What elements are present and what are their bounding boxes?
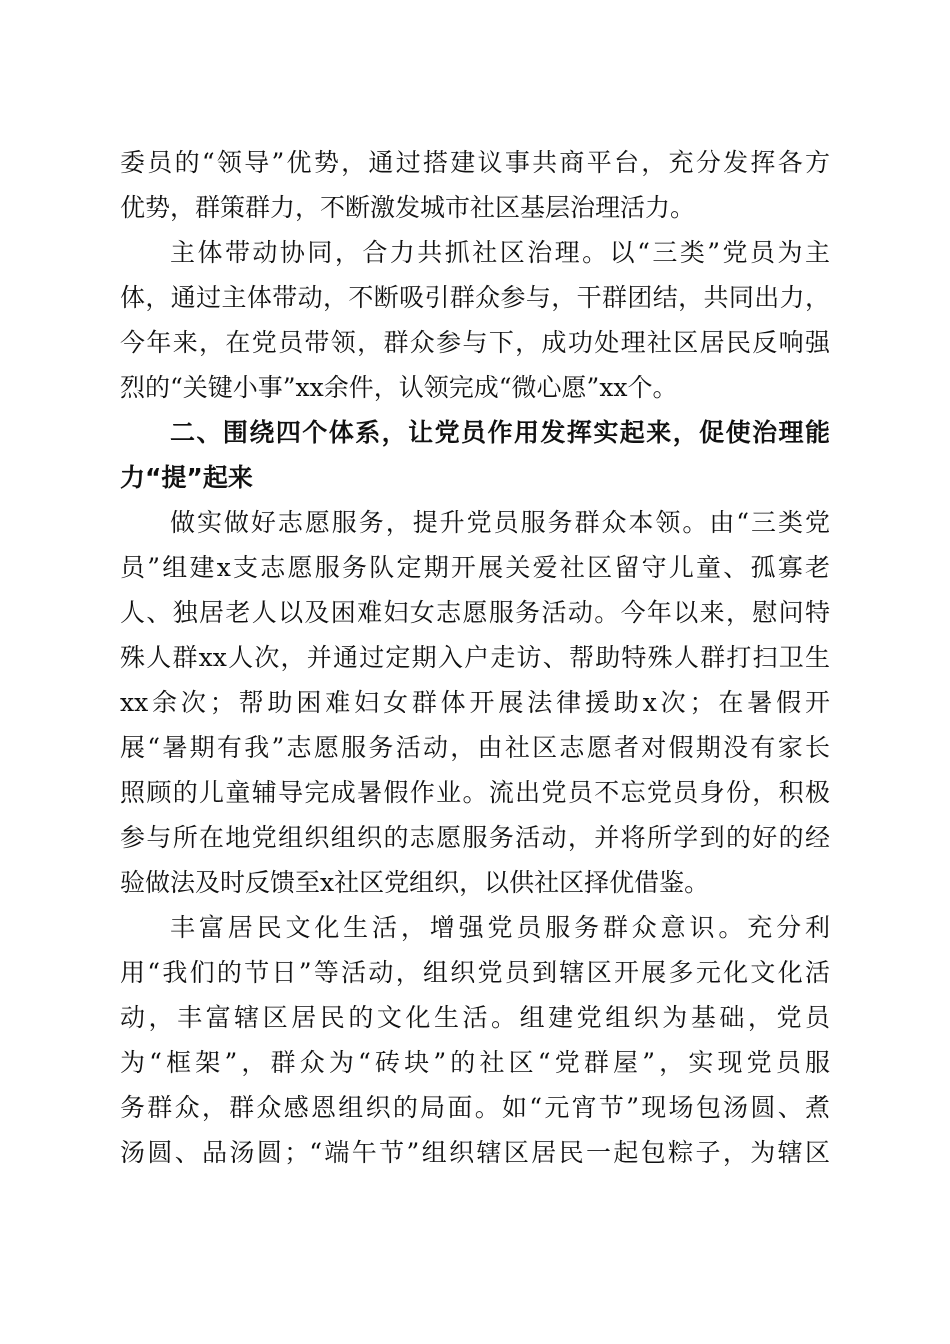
document-page — [120, 140, 830, 1175]
text-line: 参与所在地党组织组织的志愿服务活动，并将所学到的好的经 — [120, 823, 830, 852]
text-line: xx余次；帮助困难妇女群体开展法律援助x次；在暑假开 — [120, 688, 830, 717]
text-line: 展“暑期有我”志愿服务活动，由社区志愿者对假期没有家长 — [120, 733, 830, 762]
text-line: 汤圆、品汤圆；“端午节”组织辖区居民一起包粽子，为辖区 — [120, 1138, 830, 1167]
text-line: 主体带动协同，合力共抓社区治理。以“三类”党员为主 — [170, 238, 830, 267]
section-heading: 二、围绕四个体系，让党员作用发挥实起来，促使治理能 — [170, 418, 830, 447]
text-line: 做实做好志愿服务，提升党员服务群众本领。由“三类党 — [170, 508, 830, 537]
text-line: 丰富居民文化生活，增强党员服务群众意识。充分利 — [170, 913, 830, 942]
text-line: 委员的“领导”优势，通过搭建议事共商平台，充分发挥各方 — [120, 148, 830, 177]
text-line: 人、独居老人以及困难妇女志愿服务活动。今年以来，慰问特 — [120, 598, 830, 627]
text-line: 务群众，群众感恩组织的局面。如“元宵节”现场包汤圆、煮 — [120, 1093, 830, 1122]
section-heading: 力“提”起来 — [120, 463, 253, 492]
text-line: 动，丰富辖区居民的文化生活。组建党组织为基础，党员 — [120, 1003, 830, 1032]
text-line: 为“框架”，群众为“砖块”的社区“党群屋”，实现党员服 — [120, 1048, 830, 1077]
text-line: 体，通过主体带动，不断吸引群众参与，干群团结，共同出力， — [120, 283, 830, 312]
text-line: 员”组建x支志愿服务队定期开展关爱社区留守儿童、孤寡老 — [120, 553, 830, 582]
text-line: 照顾的儿童辅导完成暑假作业。流出党员不忘党员身份，积极 — [120, 778, 830, 807]
text-line: 殊人群xx人次，并通过定期入户走访、帮助特殊人群打扫卫生 — [120, 643, 830, 672]
text-line: 优势，群策群力，不断激发城市社区基层治理活力。 — [120, 193, 696, 222]
text-line: 今年来，在党员带领，群众参与下，成功处理社区居民反响强 — [120, 328, 830, 357]
text-line: 验做法及时反馈至x社区党组织，以供社区择优借鉴。 — [120, 868, 710, 897]
text-line: 用“我们的节日”等活动，组织党员到辖区开展多元化文化活 — [120, 958, 830, 987]
text-line: 烈的“关键小事”xx余件，认领完成“微心愿”xx个。 — [120, 373, 678, 402]
